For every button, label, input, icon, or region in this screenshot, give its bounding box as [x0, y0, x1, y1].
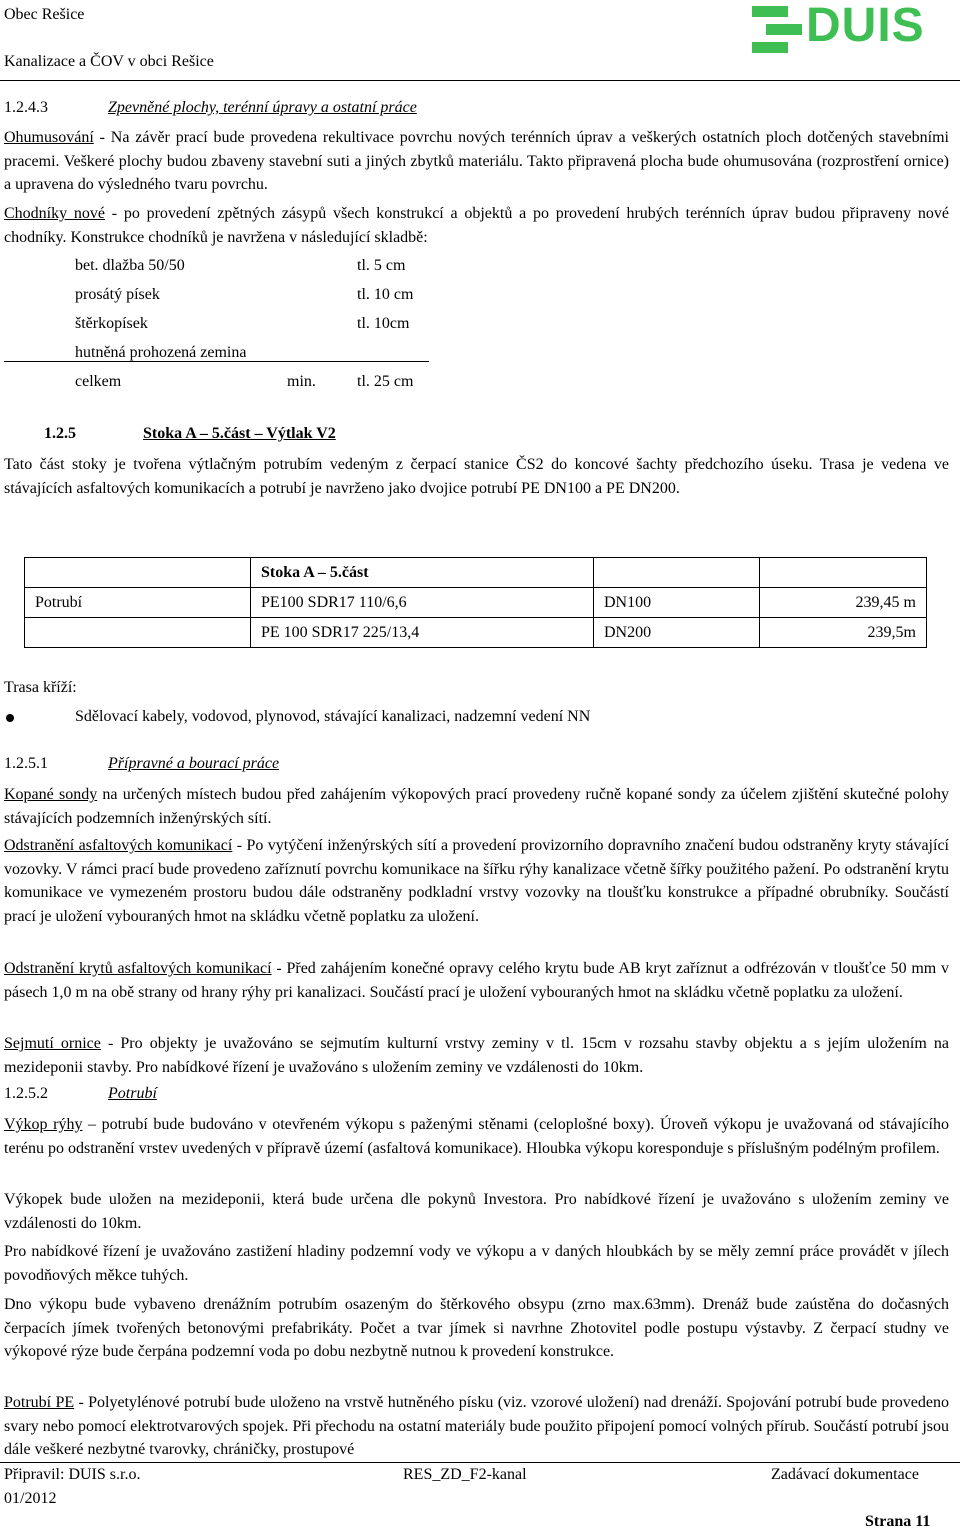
layer-thickness: tl. 10 cm [357, 286, 414, 303]
layer-thickness: tl. 5 cm [357, 257, 406, 274]
paragraph-text: – potrubí bude budováno v otevřeném výkopu s paženými stěnami (celoplošné boxy). Úroveň výkopu je uvažovaná od stávajícího terénu po odstranění vrstev uvedených v přípravě území (asfaltová komunikace). Hloubka výkopu koresponduje s příslušným podélným profilem. [4, 1116, 949, 1157]
paragraph-text: - po provedení zpětných zásypů všech konstrukcí a objektů a po provedení hrubých terénních úprav budou připraveny nové chodníky. Konstrukce chodníků je navržena v následující skladbě: [4, 205, 950, 246]
pipe-spec: PE100 SDR17 110/6,6 [251, 588, 594, 618]
crossings-label: Trasa kříží: [4, 679, 77, 696]
table-heading: Stoka A – 5.část [251, 558, 594, 588]
bullet-icon [6, 714, 14, 722]
duis-logo-mark-icon [752, 4, 804, 56]
page-number: Strana 11 [865, 1513, 931, 1530]
sum-line [4, 361, 429, 362]
paragraph-text: na určených místech budou před zahájením výkopových prací provedeny ručně kopané sondy za účelem zjištění skutečné polohy stávajících podzemních inženýrských sítí. [4, 786, 950, 827]
layer-name: bet. dlažba 50/50 [75, 257, 185, 274]
term: Potrubí PE [4, 1394, 75, 1411]
term: Výkop rýhy [4, 1116, 83, 1133]
section-title: Potrubí [108, 1085, 157, 1102]
term: Kopané sondy [4, 786, 98, 803]
term: Chodníky nové [4, 205, 105, 222]
section-title: Stoka A – 5.část – Výtlak V2 [143, 425, 336, 442]
paragraph-text: - Před zahájením konečné opravy celého krytu bude AB kryt zaříznut a odfrézován v tloušťce 50 mm v pásech 1,0 m na obě strany od hrany rýhy pri kanalizaci. Součástí prací je uložení vybouraných hmot na skládku včetně poplatku za uložení. [4, 960, 950, 1001]
paragraph-intro: Tato část stoky je tvořena výtlačným potrubím vedeným z čerpací stanice ČS2 do koncové šachty předchozího úseku. Trasa je vedena ve stávajících asfaltových komunikacích a potrubí je navrženo jako dvojice potrubí PE DN100 a PE DN200. [4, 456, 949, 497]
section-number: 1.2.5.1 [4, 755, 48, 772]
footer-code: RES_ZD_F2-kanal [403, 1466, 527, 1483]
pipe-dn: DN100 [594, 588, 760, 618]
paragraph-odstraneni-krytu [4, 957, 949, 1004]
pipe-length: 239,45 m [760, 588, 927, 618]
section-title: Zpevněné plochy, terénní úpravy a ostatní práce [108, 99, 417, 116]
row-label: Potrubí [25, 588, 251, 618]
pipe-table [24, 557, 927, 648]
footer-divider [0, 1462, 960, 1463]
paragraph-podzemni-voda: Pro nabídkové řízení je uvažováno zastižení hladiny podzemní vody ve výkopu a v daných hloubkách by se měly zemní práce provádět v jílech povodňových měkce tuhých. [4, 1243, 949, 1284]
term: Sejmutí ornice [4, 1035, 101, 1052]
total-label: celkem [75, 373, 122, 390]
paragraph-vykop-ryhy [4, 1113, 949, 1160]
table-cell [25, 558, 251, 588]
pipe-length: 239,5m [760, 618, 927, 648]
paragraph-text: - Pro objekty je uvažováno se sejmutím kulturní vrstvy zeminy v tl. 15cm v rozsahu stavby objektu a s jejím uložením na mezideponii stavby. Pro nabídkové řízení je uvažováno s uložením zeminy ve vzdálenosti do 10km. [4, 1035, 949, 1076]
footer-date: 01/2012 [4, 1490, 57, 1507]
table-cell [760, 558, 927, 588]
section-number: 1.2.5 [44, 425, 76, 442]
paragraph-text: - Po vytýčení inženýrských sítí a provedení provizorního dopravního značení budou odstraněny kryty stávající vozovky. V rámci prací bude provedeno zaříznutí povrchu komunikace na šířku rýhy kanalizace včetně šířky použitého pažení. Po odstranění krytu komunikace ve vymezeném prostoru budou dále odstraněny podkladní vrstvy vozovky na tloušťku konstrukce a případné obrubníky. Součástí prací je uložení vybouraných hmot na skládku včetně poplatku za uložení. [4, 837, 949, 925]
duis-logo-text: DUIS [806, 0, 925, 52]
paragraph-vykopek: Výkopek bude uložen na mezideponii, která bude určena dle pokynů Investora. Pro nabídkové řízení je uvažováno s uložením zeminy ve vzdálenosti do 10km. [4, 1191, 949, 1232]
layer-name: prosátý písek [75, 286, 160, 303]
duis-logo [752, 0, 948, 56]
header-project: Kanalizace a ČOV v obci Rešice [4, 53, 214, 70]
paragraph-dno-vykopu: Dno výkopu bude vybaveno drenážním potrubím osazeným do štěrkového obsypu (zrno max.63mm). Drenáž bude zaústěna do dočasných čerpacích jímek tvořených betonovými prefabrikáty. Počet a tvar jímek si navrhne Zhotovitel podle postupu výstavby. Z čerpací studny ve výkopové rýze bude čerpána podzemní voda po dobu nezbytně nutnou k provedení konstrukce. [4, 1296, 949, 1360]
section-number: 1.2.5.2 [4, 1085, 48, 1102]
term: Odstranění krytů asfaltových komunikací [4, 960, 272, 977]
paragraph-text: - Polyetylénové potrubí bude uloženo na vrstvě hutněného písku (viz. vzorové uložení) nad drenáží. Spojování potrubí bude provedeno svary nebo pomocí elektrotvarových spojek. Při přechodu na ostatní materiály bude použito připojení pomocí volných přírub. Součástí potrubí jsou dále veškeré nezbytné tvarovky, chráničky, prostupové [4, 1394, 950, 1458]
term: Odstranění asfaltových komunikací [4, 837, 233, 854]
term: Ohumusování [4, 129, 94, 146]
paragraph-chodniky [4, 202, 949, 249]
table-row [25, 618, 927, 648]
paragraph-sejmuti-ornice [4, 1032, 949, 1079]
layer-name: štěrkopísek [75, 315, 148, 332]
table-cell [25, 618, 251, 648]
paragraph-odstraneni-komunikaci [4, 834, 949, 928]
header-divider [0, 80, 960, 81]
paragraph-ohumusovani [4, 126, 949, 197]
footer-doc-type: Zadávací dokumentace [771, 1466, 919, 1483]
table-cell [594, 558, 760, 588]
layer-name: hutněná prohozená zemina [75, 344, 247, 361]
total-min: min. [287, 373, 316, 390]
list-item: Sdělovací kabely, vodovod, plynovod, stávající kanalizaci, nadzemní vedení NN [75, 708, 591, 725]
total-thickness: tl. 25 cm [357, 373, 414, 390]
paragraph-kopane-sondy [4, 783, 949, 830]
table-row [25, 558, 927, 588]
table-row [25, 588, 927, 618]
layer-thickness: tl. 10cm [357, 315, 410, 332]
section-number: 1.2.4.3 [4, 99, 48, 116]
footer-prepared: Připravil: DUIS s.r.o. [4, 1466, 141, 1483]
paragraph-potrubi-pe [4, 1391, 949, 1462]
pipe-dn: DN200 [594, 618, 760, 648]
section-title: Přípravné a bourací práce [108, 755, 280, 772]
paragraph-text: - Na závěr prací bude provedena rekultivace povrchu nových terénních úprav a veškerých ostatních ploch dotčených stavebními pracemi. Veškeré plochy budou zbaveny stavební suti a jiných zbytků materiálu. Takto připravená plocha bude ohumusována (rozprostření ornice) a upravena do výsledného tvaru povrchu. [4, 129, 949, 193]
header-municipality: Obec Rešice [4, 6, 85, 23]
pipe-spec: PE 100 SDR17 225/13,4 [251, 618, 594, 648]
